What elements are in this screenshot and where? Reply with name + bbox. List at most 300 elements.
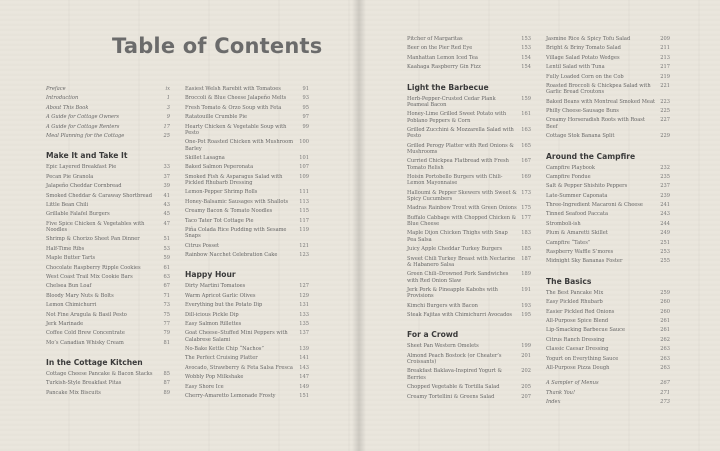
toc-entry[interactable] xyxy=(546,346,670,352)
entry-page-number: 123 xyxy=(299,252,309,259)
section-gap xyxy=(407,74,531,80)
entry-title: Goat Cheese–Stuffed Mini Peppers with Calabrese Salami xyxy=(185,330,288,343)
entry-page-number: 237 xyxy=(660,183,670,190)
entry-page-number: 251 xyxy=(660,239,670,246)
toc-entry[interactable] xyxy=(185,86,309,92)
toc-entry[interactable] xyxy=(185,346,309,352)
toc-entry[interactable] xyxy=(185,114,309,120)
toc-entry[interactable] xyxy=(185,321,309,327)
entry-page-number: 154 xyxy=(521,64,531,71)
page-title: Table of Contents xyxy=(112,34,323,58)
entry-page-number: 107 xyxy=(299,164,309,171)
entry-page-number: 75 xyxy=(163,311,170,318)
entry-title: Everything but the Potato Dip xyxy=(185,302,263,309)
entry-page-number: 195 xyxy=(521,311,531,318)
toc-entry[interactable] xyxy=(185,124,309,137)
toc-entry[interactable] xyxy=(407,271,531,284)
entry-title: Fully Loaded Corn on the Cob xyxy=(546,73,624,80)
toc-entry[interactable] xyxy=(46,265,170,271)
entry-page-number: 77 xyxy=(163,320,170,327)
toc-entry[interactable] xyxy=(46,330,170,336)
entry-page-number: 232 xyxy=(660,164,670,171)
toc-entry[interactable] xyxy=(407,394,531,400)
entry-page-number: 259 xyxy=(660,289,670,296)
entry-page-number: 115 xyxy=(299,208,309,215)
entry-title: Maple Dijon Chicken Thighs with Snap Pea Salsa xyxy=(407,230,508,243)
toc-entry[interactable] xyxy=(407,303,531,309)
toc-entry[interactable] xyxy=(407,190,531,203)
entry-page-number: 45 xyxy=(163,211,170,218)
entry-title: Pecan Pie Granola xyxy=(46,173,94,180)
entry-page-number: 175 xyxy=(521,205,531,212)
toc-entry[interactable] xyxy=(546,202,670,208)
entry-page-number: 153 xyxy=(521,45,531,52)
entry-page-number: 177 xyxy=(521,214,531,221)
toc-entry[interactable] xyxy=(185,374,309,380)
toc-entry[interactable] xyxy=(46,293,170,299)
entry-page-number: 51 xyxy=(163,236,170,243)
section-heading: The Basics xyxy=(546,276,592,286)
entry-page-number: 219 xyxy=(660,73,670,80)
entry-title: Curried Chickpea Flatbread with Fresh Tomato Relish xyxy=(407,158,509,171)
entry-title: Pitcher of Margaritas xyxy=(407,36,463,42)
entry-title: Warm Apricot Garlic Olives xyxy=(185,292,256,299)
section-gap xyxy=(46,399,170,405)
toc-entry[interactable] xyxy=(46,246,170,252)
toc-entry[interactable] xyxy=(185,139,309,152)
entry-title: Green Chili–Drowned Pork Sandwiches with Red Onion Slaw xyxy=(407,271,509,284)
entry-page-number: 154 xyxy=(521,54,531,61)
entry-page-number: 81 xyxy=(163,339,170,346)
section-gap xyxy=(185,261,309,267)
entry-page-number: 63 xyxy=(163,273,170,280)
entry-page-number: 241 xyxy=(660,202,670,209)
toc-entry[interactable] xyxy=(546,133,670,139)
entry-page-number: 159 xyxy=(521,95,531,102)
toc-entry[interactable] xyxy=(46,164,170,170)
toc-entry[interactable] xyxy=(546,36,670,42)
entry-title: Maple Butter Tarts xyxy=(46,255,96,262)
toc-entry[interactable] xyxy=(185,252,309,258)
entry-page-number: 25 xyxy=(163,132,170,139)
toc-entry[interactable] xyxy=(46,174,170,180)
entry-page-number: ix xyxy=(165,86,170,92)
toc-entry[interactable] xyxy=(407,45,531,51)
entry-title: Late-Summer Caponata xyxy=(546,192,608,199)
toc-entry[interactable] xyxy=(185,312,309,318)
toc-entry[interactable] xyxy=(46,255,170,261)
entry-title: Almond Peach Bostock (or Cheater’s Croissants) xyxy=(407,352,502,366)
entry-title: Bloody Mary Nuts & Bolts xyxy=(46,292,114,299)
entry-page-number: 109 xyxy=(299,173,309,180)
toc-entry[interactable] xyxy=(546,240,670,246)
toc-entry[interactable] xyxy=(407,384,531,390)
entry-title: Creamy Horseradish Roots with Roast Beef xyxy=(546,117,645,130)
toc-entry[interactable] xyxy=(546,390,670,396)
toc-entry[interactable] xyxy=(46,390,170,396)
toc-entry[interactable] xyxy=(407,64,531,70)
toc-entry[interactable] xyxy=(546,221,670,227)
section-gap xyxy=(185,402,309,408)
entry-title: Salt & Pepper Shishito Peppers xyxy=(546,183,628,190)
entry-page-number: 273 xyxy=(660,399,670,406)
entry-page-number: 39 xyxy=(163,183,170,190)
toc-column-2 xyxy=(185,86,309,408)
entry-page-number: 239 xyxy=(660,192,670,199)
entry-title: Skillet Lasagna xyxy=(185,154,225,161)
entry-title: Halloumi & Pepper Skewers with Sweet & Spicy Cucumbers xyxy=(407,189,517,202)
entry-title: Plum & Amaretti Skillet xyxy=(546,230,608,237)
entry-page-number: 185 xyxy=(521,246,531,253)
toc-entry[interactable] xyxy=(185,218,309,224)
toc-entry[interactable] xyxy=(46,211,170,217)
entry-title: A Guide for Cottage Owners xyxy=(46,114,120,121)
entry-page-number: 73 xyxy=(163,302,170,309)
entry-title: Philly Cheese-Sausage Buns xyxy=(546,108,619,115)
entry-page-number: 127 xyxy=(299,283,309,290)
toc-entry[interactable] xyxy=(185,95,309,101)
toc-entry[interactable] xyxy=(46,380,170,386)
toc-entry[interactable] xyxy=(546,318,670,324)
entry-title: The Perfect Cruising Platter xyxy=(185,355,258,362)
section-gap xyxy=(546,143,670,149)
toc-entry[interactable] xyxy=(407,312,531,318)
section-heading: For a Crowd xyxy=(407,330,459,340)
toc-entry[interactable] xyxy=(46,105,170,111)
toc-entry[interactable] xyxy=(407,230,531,243)
entry-title: Wobbly Pop Milkshake xyxy=(185,374,244,381)
toc-entry[interactable] xyxy=(185,199,309,205)
entry-title: Easier Pickled Red Onions xyxy=(546,308,615,315)
entry-page-number: 129 xyxy=(299,292,309,299)
entry-title: Chelsea Bun Loaf xyxy=(46,283,92,290)
entry-page-number: 93 xyxy=(302,95,309,102)
entry-page-number: 249 xyxy=(660,230,670,237)
toc-entry[interactable] xyxy=(185,227,309,240)
toc-entry[interactable] xyxy=(407,246,531,252)
toc-entry[interactable] xyxy=(546,74,670,80)
entry-title: Honey-Lime Grilled Sweet Potato with Poblano Peppers & Corn xyxy=(407,111,507,124)
entry-page-number: 201 xyxy=(521,352,531,359)
toc-entry[interactable] xyxy=(46,124,170,130)
entry-title: Broccoli & Blue Cheese Jalapeño Melts xyxy=(185,95,287,102)
toc-entry[interactable] xyxy=(46,274,170,280)
entry-page-number: 189 xyxy=(521,271,531,278)
entry-page-number: 199 xyxy=(521,343,531,350)
toc-entry[interactable] xyxy=(46,193,170,199)
entry-title: Madras Rainbow Trout with Green Onions xyxy=(407,205,517,212)
toc-entry[interactable] xyxy=(46,302,170,308)
toc-entry[interactable] xyxy=(185,355,309,361)
entry-title: The Best Pancake Mix xyxy=(546,289,604,296)
entry-page-number: 43 xyxy=(163,201,170,208)
entry-page-number: 37 xyxy=(163,173,170,180)
entry-title: Manhattan Lemon Iced Tea xyxy=(407,54,478,61)
entry-title: Lemon-Pepper Shrimp Rolls xyxy=(185,189,258,196)
toc-entry[interactable] xyxy=(407,287,531,300)
section-gap xyxy=(546,268,670,274)
entry-title: Dirty Martini Tomatoes xyxy=(185,283,246,290)
toc-entry[interactable] xyxy=(546,380,670,386)
entry-title: Lentil Salad with Tuna xyxy=(546,64,605,71)
entry-title: Taco Tater Tot Cottage Pie xyxy=(185,217,254,224)
toc-entry[interactable] xyxy=(46,183,170,189)
entry-title: Fresh Tomato & Orzo Soup with Feta xyxy=(185,104,282,111)
toc-entry[interactable] xyxy=(407,127,531,140)
toc-entry[interactable] xyxy=(46,283,170,289)
entry-page-number: 165 xyxy=(521,142,531,149)
toc-entry[interactable] xyxy=(546,193,670,199)
toc-entry[interactable] xyxy=(185,174,309,187)
toc-entry[interactable] xyxy=(407,55,531,61)
toc-entry[interactable] xyxy=(407,368,531,381)
entry-page-number: 271 xyxy=(660,389,670,396)
entry-title: Sheet Pan Western Omelets xyxy=(407,343,479,350)
entry-title: Preface xyxy=(46,86,66,92)
toc-entry[interactable] xyxy=(185,365,309,371)
entry-page-number: 143 xyxy=(299,364,309,371)
toc-entry[interactable] xyxy=(407,215,531,228)
entry-page-number: 163 xyxy=(521,126,531,133)
section-gap xyxy=(407,403,531,409)
entry-title: Smoked Fish & Asparagus Salad with Pickled Rhubarb Dressing xyxy=(185,173,283,187)
entry-title: Lip-Smacking Barbecue Sauce xyxy=(546,327,626,334)
entry-page-number: 261 xyxy=(660,317,670,324)
entry-title: Cottage Cheese Pancake & Bacon Stacks xyxy=(46,371,153,378)
entry-title: Cottage Stok Banana Split xyxy=(546,133,615,140)
toc-entry[interactable] xyxy=(546,174,670,180)
toc-entry[interactable] xyxy=(185,164,309,170)
entry-title: Turkish-Style Breakfast Pitas xyxy=(46,380,122,387)
toc-entry[interactable] xyxy=(185,189,309,195)
entry-page-number: 255 xyxy=(660,258,670,265)
entry-page-number: 149 xyxy=(299,383,309,390)
entry-page-number: 205 xyxy=(521,384,531,391)
toc-entry[interactable] xyxy=(46,221,170,234)
entry-title: Campfire Playbook xyxy=(546,164,595,171)
entry-title: Easy Shore Ice xyxy=(185,383,224,390)
entry-title: Midnight Sky Bananas Foster xyxy=(546,258,623,265)
entry-page-number: 221 xyxy=(660,82,670,89)
entry-title: Jalapeño Cheddar Cornbread xyxy=(46,183,122,190)
section-heading: Around the Campfire xyxy=(546,151,636,161)
entry-title: Citrus Ranch Dressing xyxy=(546,336,605,343)
toc-entry[interactable] xyxy=(546,249,670,255)
entry-page-number: 89 xyxy=(163,389,170,396)
entry-title: Yogurt on Everything Sauce xyxy=(546,355,619,362)
toc-entry[interactable] xyxy=(46,114,170,120)
entry-title: One-Pot Roasted Chicken with Mushroom Barley xyxy=(185,139,294,152)
entry-title: All-Purpose Spice Blend xyxy=(546,317,609,324)
toc-entry[interactable] xyxy=(46,312,170,318)
entry-page-number: 161 xyxy=(521,111,531,118)
toc-entry[interactable] xyxy=(546,327,670,333)
toc-entry[interactable] xyxy=(185,208,309,214)
section-gap xyxy=(46,349,170,355)
entry-title: About This Book xyxy=(46,104,89,111)
toc-entry[interactable] xyxy=(546,55,670,61)
entry-page-number: 173 xyxy=(521,189,531,196)
entry-page-number: 99 xyxy=(302,123,309,130)
entry-page-number: 71 xyxy=(163,292,170,299)
entry-title: West Coast Trail Mix Cookie Bars xyxy=(46,273,133,280)
toc-entry[interactable] xyxy=(546,230,670,236)
entry-page-number: 183 xyxy=(521,230,531,237)
toc-entry[interactable] xyxy=(546,83,670,96)
toc-entry[interactable] xyxy=(546,299,670,305)
toc-entry[interactable] xyxy=(546,165,670,171)
entry-page-number: 223 xyxy=(660,98,670,105)
entry-page-number: 87 xyxy=(163,380,170,387)
entry-title: Easy Pickled Rhubarb xyxy=(546,299,603,306)
toc-entry[interactable] xyxy=(546,117,670,130)
entry-title: Thank You! xyxy=(546,389,576,396)
entry-page-number: 169 xyxy=(521,174,531,180)
toc-entry[interactable] xyxy=(185,105,309,111)
toc-entry[interactable] xyxy=(546,258,670,264)
entry-page-number: 95 xyxy=(302,104,309,111)
toc-entry[interactable] xyxy=(546,309,670,315)
toc-entry[interactable] xyxy=(46,340,170,346)
entry-title: Bright & Briny Tomato Salad xyxy=(546,45,621,52)
toc-column-4 xyxy=(546,36,670,414)
entry-title: Piña Colada Rice Pudding with Sesame Snaps xyxy=(185,226,287,240)
entry-title: Juicy Apple Cheddar Turkey Burgers xyxy=(407,246,503,253)
toc-entry[interactable] xyxy=(546,64,670,70)
toc-entry[interactable] xyxy=(46,236,170,242)
entry-page-number: 229 xyxy=(660,133,670,140)
entry-page-number: 187 xyxy=(521,255,531,262)
entry-page-number: 101 xyxy=(299,154,309,161)
toc-entry[interactable] xyxy=(185,302,309,308)
entry-title: Beer on the Pier Red Eye xyxy=(407,45,473,52)
toc-entry[interactable] xyxy=(407,111,531,124)
entry-page-number: 262 xyxy=(660,336,670,343)
toc-entry[interactable] xyxy=(407,36,531,42)
toc-entry[interactable] xyxy=(185,384,309,390)
entry-page-number: 209 xyxy=(660,36,670,42)
toc-entry[interactable] xyxy=(546,365,670,371)
entry-page-number: 243 xyxy=(660,211,670,218)
entry-title: All-Purpose Pizza Dough xyxy=(546,364,610,371)
entry-page-number: 137 xyxy=(299,330,309,337)
toc-column-3 xyxy=(407,36,531,409)
entry-title: Jerk Pork & Pineapple Kabobs with Provisions xyxy=(407,286,498,300)
toc-entry[interactable] xyxy=(46,321,170,327)
entry-page-number: 97 xyxy=(302,114,309,121)
toc-entry[interactable] xyxy=(185,293,309,299)
entry-page-number: 67 xyxy=(163,283,170,290)
toc-entry[interactable] xyxy=(407,353,531,366)
toc-entry[interactable] xyxy=(407,174,531,187)
entry-title: Easiest Welsh Rarebit with Tomatoes xyxy=(185,86,281,92)
entry-page-number: 141 xyxy=(299,355,309,362)
entry-title: Steak Fajitas with Chimichurri Avocados xyxy=(407,311,513,318)
toc-entry[interactable] xyxy=(546,45,670,51)
toc-entry[interactable] xyxy=(407,205,531,211)
toc-entry[interactable] xyxy=(546,356,670,362)
toc-entry[interactable] xyxy=(46,371,170,377)
toc-entry[interactable] xyxy=(185,283,309,289)
entry-page-number: 59 xyxy=(163,255,170,262)
entry-title: Little Bean Chili xyxy=(46,201,89,208)
toc-entry[interactable] xyxy=(546,399,670,405)
toc-entry[interactable] xyxy=(407,343,531,349)
entry-title: Pancake Mix Biscuits xyxy=(46,389,101,396)
entry-page-number: 111 xyxy=(299,189,309,196)
entry-page-number: 61 xyxy=(163,264,170,271)
entry-title: Honey-Balsamic Sausages with Shallots xyxy=(185,198,289,205)
entry-page-number: 263 xyxy=(660,346,670,353)
toc-entry[interactable] xyxy=(546,290,670,296)
entry-title: Rainbow Nacchet Celebration Cake xyxy=(185,252,278,259)
toc-entry[interactable] xyxy=(546,99,670,105)
entry-title: Classic Caesar Dressing xyxy=(546,346,609,353)
toc-entry[interactable] xyxy=(407,256,531,269)
toc-entry[interactable] xyxy=(546,337,670,343)
entry-page-number: 147 xyxy=(299,374,309,381)
entry-title: Tinned Seafood Paccata xyxy=(546,211,608,218)
entry-page-number: 211 xyxy=(660,45,670,52)
entry-title: Creamy Bacon & Tomato Noodles xyxy=(185,208,273,215)
toc-entry[interactable] xyxy=(185,243,309,249)
entry-title: Chocolate Raspberry Ripple Cookies xyxy=(46,264,141,271)
entry-page-number: 227 xyxy=(660,117,670,124)
entry-page-number: 244 xyxy=(660,220,670,227)
entry-page-number: 260 xyxy=(660,299,670,306)
entry-title: Chopped Vegetable & Tortilla Salad xyxy=(407,384,500,391)
toc-column-1 xyxy=(46,86,170,405)
toc-entry[interactable] xyxy=(407,158,531,171)
entry-title: Herb-Pepper-Crusted Cedar Plank Peameal Bacon xyxy=(407,95,496,108)
entry-page-number: 202 xyxy=(521,368,531,375)
entry-page-number: 47 xyxy=(163,220,170,227)
entry-page-number: 121 xyxy=(299,242,309,249)
entry-title: A Sampler of Menus xyxy=(546,380,599,387)
entry-title: Kaahaga Raspberry Gin Fizz xyxy=(407,64,481,71)
entry-title: Hoisin Portobello Burgers with Chili-Lemon Mayonnaise xyxy=(407,174,503,187)
toc-entry[interactable] xyxy=(46,133,170,139)
entry-title: Meal Planning for the Cottage xyxy=(46,132,125,139)
entry-page-number: 9 xyxy=(166,114,170,121)
entry-title: Village Salad Potato Wedges xyxy=(546,54,620,61)
entry-title: Jerk Marinade xyxy=(46,320,84,327)
toc-entry[interactable] xyxy=(407,143,531,156)
toc-entry[interactable] xyxy=(46,86,170,92)
toc-entry[interactable] xyxy=(46,95,170,101)
toc-entry[interactable] xyxy=(185,393,309,399)
entry-page-number: 3 xyxy=(166,104,170,111)
entry-page-number: 151 xyxy=(299,393,309,400)
toc-entry[interactable] xyxy=(185,155,309,161)
entry-page-number: 260 xyxy=(660,308,670,315)
entry-page-number: 139 xyxy=(299,346,309,353)
entry-page-number: 135 xyxy=(299,321,309,327)
entry-title: Half-Time Ribs xyxy=(46,245,85,252)
entry-title: Mo’s Canadian Whisky Cream xyxy=(46,339,124,346)
entry-title: Creamy Tortellini & Greens Salad xyxy=(407,393,495,400)
entry-title: Shrimp & Chorizo Sheet Pan Dinner xyxy=(46,236,140,243)
toc-entry[interactable] xyxy=(546,211,670,217)
toc-entry[interactable] xyxy=(546,183,670,189)
toc-entry[interactable] xyxy=(46,202,170,208)
entry-title: Not Fine Arugula & Basil Pesto xyxy=(46,311,127,318)
toc-entry[interactable] xyxy=(546,108,670,114)
toc-entry[interactable] xyxy=(407,96,531,109)
toc-entry[interactable] xyxy=(185,330,309,343)
entry-page-number: 217 xyxy=(660,64,670,71)
entry-page-number: 117 xyxy=(299,217,309,224)
